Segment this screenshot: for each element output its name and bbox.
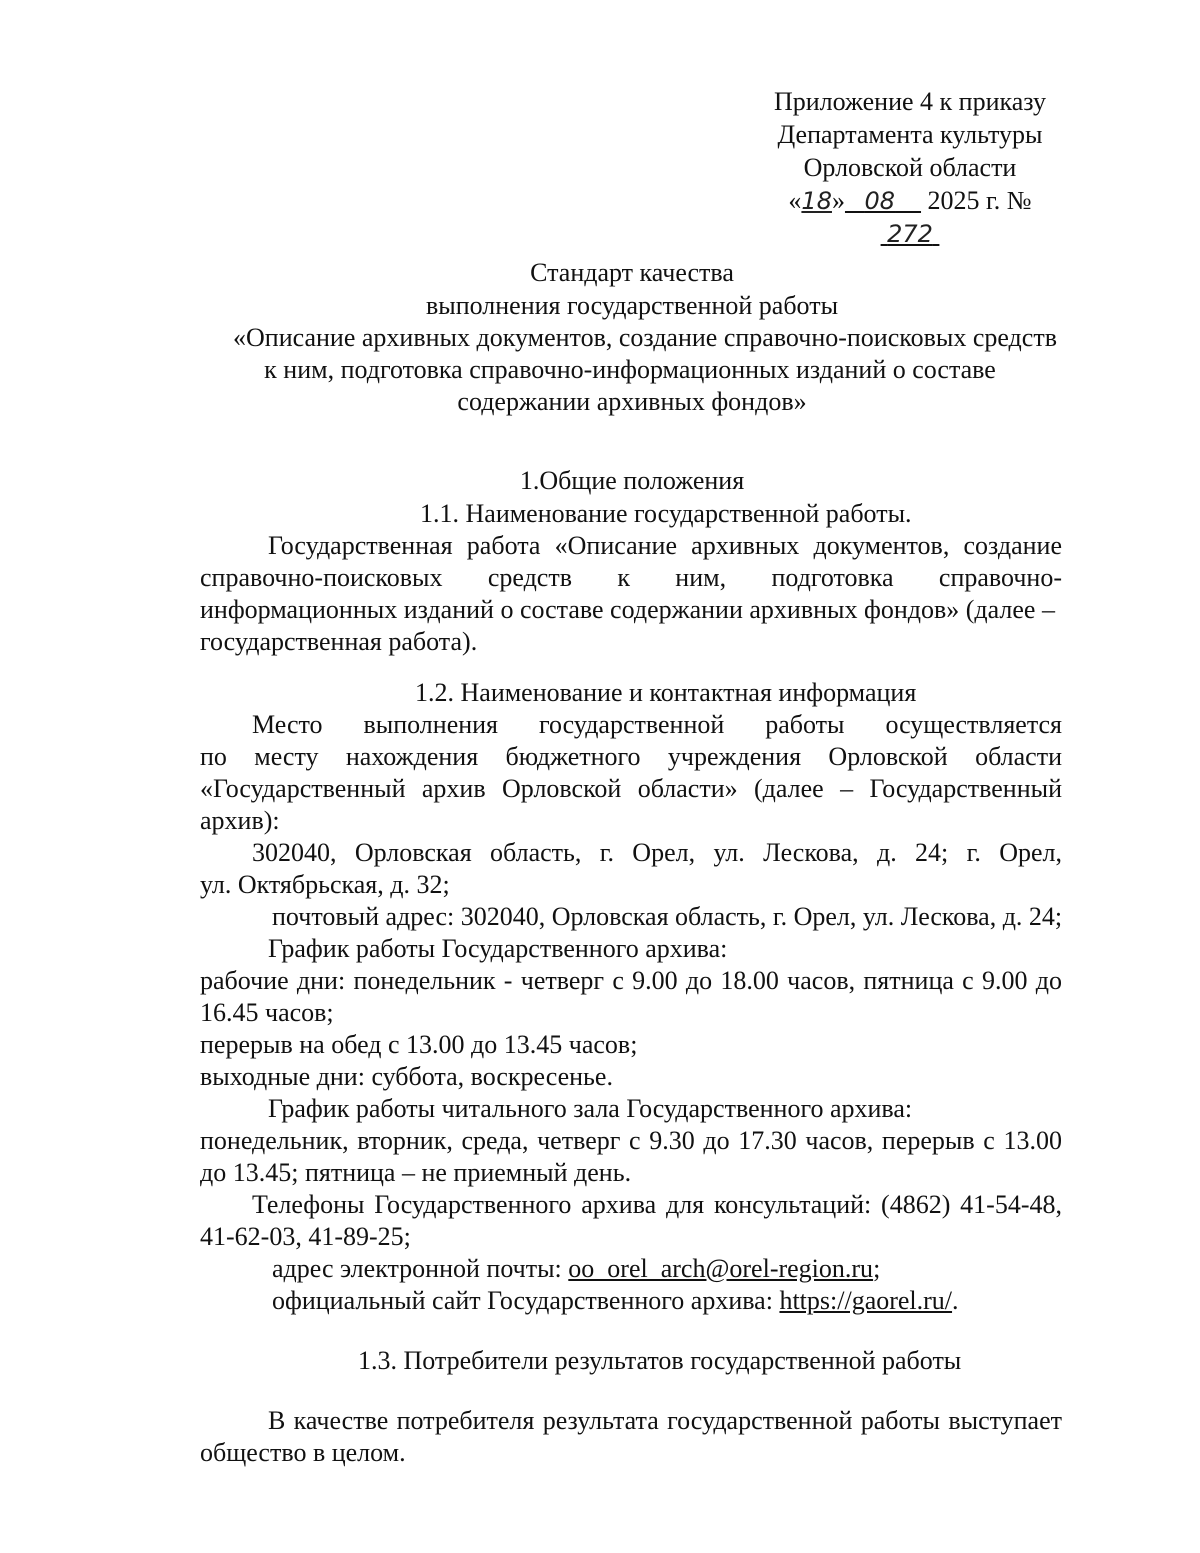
title-line-3: «Описание архивных документов, создание справочно-поисковых средств (233, 323, 1057, 352)
date-quote-close: » (831, 186, 845, 215)
email-link[interactable]: oo_orel_arch@orel-region.ru (568, 1254, 874, 1283)
address-line-1: 302040, Орловская область, г. Орел, ул. Лескова, д. 24; г. Орел, (252, 838, 1062, 867)
reading-room-line-1: понедельник, вторник, среда, четверг с 9.30 до 17.30 часов, перерыв с 13.00 (200, 1126, 1062, 1155)
phones-line-1: Телефоны Государственного архива для консультаций: (4862) 41-54-48, (252, 1190, 1062, 1219)
work-days-line-2: 16.45 часов; (200, 998, 334, 1027)
order-number-handwritten: 272 (887, 219, 933, 248)
title-line-5: содержании архивных фондов» (457, 387, 807, 416)
place-line-2: по месту нахождения бюджетного учреждения Орловской области (200, 742, 1062, 771)
title-line-2: выполнения государственной работы (425, 291, 839, 320)
date-month-handwritten: 08 (864, 187, 896, 215)
title-line-4: к ним, подготовка справочно-информационных изданий о составе (264, 355, 996, 384)
appendix-line-1: Приложение 4 к приказу (773, 87, 1046, 116)
work-name-line-2: справочно-поисковых средств к ним, подготовка справочно- (200, 563, 1062, 592)
email-end: ; (873, 1254, 881, 1283)
date-year: 2025 г. № (927, 186, 1032, 215)
consumer-line-2: общество в целом. (200, 1438, 406, 1467)
work-days-line-1: рабочие дни: понедельник - четверг с 9.00 до 18.00 часов, пятница с 9.00 до (200, 966, 1062, 995)
date-month-underline (845, 186, 921, 215)
email-label: адрес электронной почты: (272, 1254, 569, 1283)
site-link[interactable]: https://gaorel.ru/ (779, 1286, 953, 1315)
lunch-break: перерыв на обед с 13.00 до 13.45 часов; (200, 1030, 638, 1059)
order-number-underline (881, 219, 940, 248)
appendix-date (760, 185, 1060, 248)
subsection-1-1-heading: 1.1. Наименование государственной работы. (420, 499, 912, 528)
subsection-1-2-heading: 1.2. Наименование и контактная информация (415, 678, 917, 707)
date-quote-open: « (788, 186, 802, 215)
work-name-line-1: Государственная работа «Описание архивных документов, создание (268, 531, 1062, 560)
reading-room-line-2: до 13.45; пятница – не приемный день. (200, 1158, 632, 1187)
work-name-line-4: государственная работа). (200, 627, 478, 656)
site-line (272, 1285, 959, 1318)
section-1-heading: 1.Общие положения (519, 466, 745, 495)
work-name-line-3: информационных изданий о составе содержании архивных фондов» (далее – (200, 595, 1055, 624)
email-line (272, 1253, 880, 1286)
site-label: официальный сайт Государственного архива: (272, 1286, 780, 1315)
appendix-line-3: Орловской области (803, 153, 1017, 182)
date-day-handwritten: 18 (801, 187, 832, 215)
appendix-block (760, 86, 1060, 248)
phones-line-2: 41-62-03, 41-89-25; (200, 1222, 411, 1251)
reading-room-heading: График работы читального зала Государственного архива: (268, 1094, 913, 1123)
place-line-4: архив): (200, 806, 280, 835)
consumer-line-1: В качестве потребителя результата государственной работы выступает (268, 1406, 1062, 1435)
postal-address: почтовый адрес: 302040, Орловская область, г. Орел, ул. Лескова, д. 24; (272, 902, 1063, 931)
site-end: . (952, 1286, 959, 1315)
title-line-1: Стандарт качества (530, 258, 734, 287)
appendix-line-2: Департамента культуры (777, 120, 1043, 149)
weekend-days: выходные дни: суббота, воскресенье. (200, 1062, 613, 1091)
place-line-1: Место выполнения государственной работы осуществляется (252, 710, 1062, 739)
schedule-heading: График работы Государственного архива: (268, 934, 728, 963)
address-line-2: ул. Октябрьская, д. 32; (200, 870, 450, 899)
place-line-3: «Государственный архив Орловской области» (далее – Государственный (200, 774, 1062, 803)
subsection-1-3-heading: 1.3. Потребители результатов государственной работы (358, 1346, 962, 1375)
